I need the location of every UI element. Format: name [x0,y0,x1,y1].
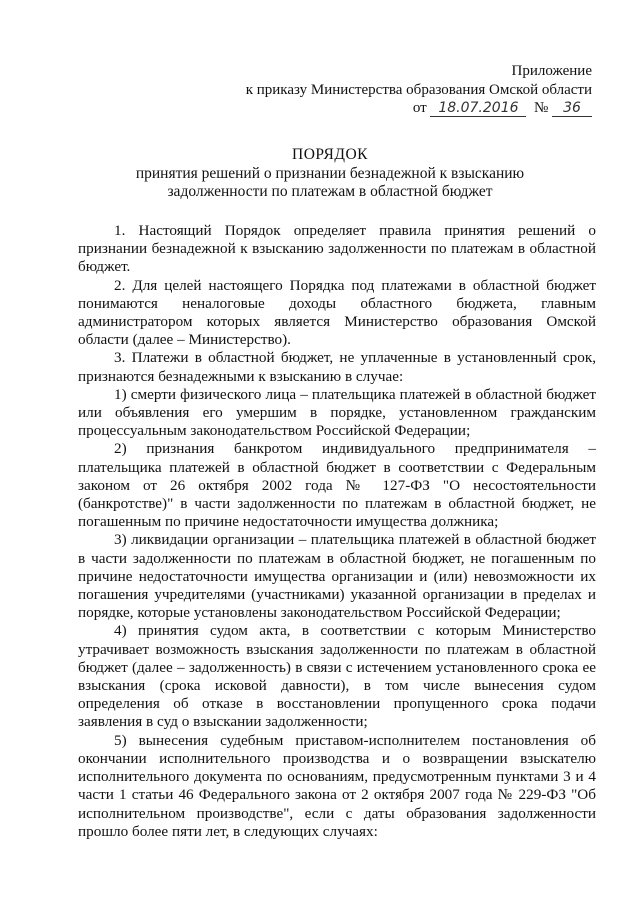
title-sub-line-2: задолженности по платежам в областной бюджет [167,183,493,200]
title-sub-line-1: принятия решений о признании безнадежной к взысканию [135,164,525,182]
handwritten-date: 18.07.2016 [430,100,526,117]
paragraph-3: 3. Платежи в областной бюджет, не уплаченные в установленный срок, признаются безнадежными к взысканию в случае: [78,349,596,385]
from-label: от [412,100,427,116]
paragraph-3-item-5: 5) вынесения судебным приставом-исполнителем постановления об окончании исполнительного производства и о возвращении взыскателю исполнительного документа по основаниям, предусмотренным пунктами 3 и 4 части 1 статьи 46 Федерального закона от 2 октября 2007 года № 229-ФЗ "Об исполнительном производстве", если с даты образования задолженности прошло более пяти лет, в следующих случаях: [78,731,596,840]
order-date-number-line [212,99,592,118]
paragraph-3-item-2: 2) признания банкротом индивидуального предпринимателя – плательщика платежей в областной бюджет в соответствии с Федеральным законом от 26 октября 2002 года № 127-ФЗ "О несостоятельности (банкротстве)" в части задолженности по платежам в областной бюджет, не погашенным по причине недостаточности имущества должника; [78,440,596,531]
title-main: ПОРЯДОК [292,146,368,163]
handwritten-number: 36 [552,100,592,117]
paragraph-2: 2. Для целей настоящего Порядка под платежами в областной бюджет понимаются неналоговые доходы областного бюджета, главным администратором которых является Министерство образования Омской области (далее – Министерство). [78,276,596,349]
appendix-label: Приложение [511,63,592,79]
paragraph-3-item-4: 4) принятия судом акта, в соответствии с которым Министерство утрачивает возможность взыскания задолженности по платежам в областной бюджет (далее – задолженность) в связи с истечением установленного срока ее взыскания (срока исковой давности), в том числе вынесения судом определения об отказе в восстановлении пропущенного срока подачи заявления в суд о взыскании задолженности; [78,622,596,731]
order-reference: к приказу Министерства образования Омской области [245,81,592,98]
document-title [90,146,570,202]
number-label: № [533,100,549,116]
document-body [78,222,596,841]
paragraph-3-item-1: 1) смерти физического лица – плательщика платежей в областной бюджет или объявления его умершим в порядке, установленном гражданским процессуальным законодательством Российской Федерации; [78,385,596,440]
paragraph-3-item-3: 3) ликвидации организации – плательщика платежей в областной бюджет в части задолженности по платежам в областной бюджет, не погашенным по причине недостаточности имущества организации и (или) невозможности их погашения учредителями (участниками) указанной организации в пределах и порядке, которые установлены законодательством Российской Федерации; [78,531,596,622]
appendix-header [212,62,592,118]
paragraph-1: 1. Настоящий Порядок определяет правила принятия решений о признании безнадежной к взысканию задолженности по платежам в областной бюджет. [78,222,596,276]
